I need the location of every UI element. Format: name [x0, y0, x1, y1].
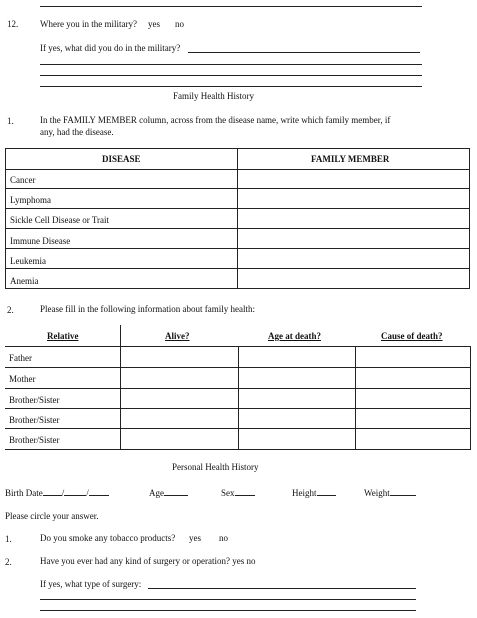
disease-row-label: Immune Disease [10, 236, 71, 246]
relative-row-label: Mother [9, 374, 36, 384]
relative-row-label: Brother/Sister [9, 395, 60, 405]
relative-row-label: Brother/Sister [9, 435, 60, 445]
surgery-followup-label: If yes, what type of surgery: [40, 579, 142, 589]
disease-row-label: Cancer [10, 175, 36, 185]
surgery-answer-line-2[interactable] [40, 599, 416, 600]
family-member-cell[interactable] [238, 269, 469, 288]
cause-of-death-column-header: Cause of death? [381, 331, 443, 341]
q12-answer-line-4[interactable] [40, 86, 422, 87]
disease-row-label: Leukemia [10, 256, 46, 266]
weight-field[interactable] [364, 487, 416, 498]
top-rule [40, 6, 422, 7]
sex-field[interactable] [221, 487, 255, 498]
height-blank[interactable] [317, 487, 336, 496]
age-column-divider [355, 346, 356, 450]
disease-row-label: Lymphoma [10, 195, 51, 205]
family-member-cell[interactable] [238, 249, 469, 268]
relative-row-label: Brother/Sister [9, 415, 60, 425]
birth-day-blank[interactable] [64, 487, 86, 496]
table2-row-rule [5, 367, 471, 368]
family-q2-text: Please fill in the following information about family health: [40, 304, 255, 314]
disease-table [5, 148, 470, 289]
birth-month-blank[interactable] [43, 487, 62, 496]
table2-row-rule [5, 408, 471, 409]
q12-answer-line-2[interactable] [40, 64, 422, 65]
personal-history-heading: Personal Health History [172, 462, 259, 472]
q12-yes-option[interactable]: yes [148, 19, 160, 29]
age-blank[interactable] [164, 487, 188, 496]
table2-row-rule [5, 388, 471, 389]
family-q1-number: 1. [7, 116, 14, 126]
height-label: Height [292, 488, 317, 498]
relative-column-header: Relative [47, 331, 79, 341]
age-at-death-column-header: Age at death? [268, 331, 321, 341]
family-member-column-header: FAMILY MEMBER [311, 154, 390, 164]
q12-no-option[interactable]: no [175, 19, 184, 29]
family-q1-text-line2: any, had the disease. [40, 127, 114, 137]
family-q1-text-line1: In the FAMILY MEMBER column, across from the disease name, write which family member, if [40, 115, 391, 125]
personal-q1-text: Do you smoke any tobacco products? [40, 533, 176, 543]
personal-q1-number: 1. [5, 534, 12, 544]
birth-date-field[interactable]: Birth Date / / [5, 487, 109, 498]
age-field[interactable] [149, 487, 188, 498]
weight-blank[interactable] [390, 487, 416, 496]
surgery-answer-line-3[interactable] [40, 610, 416, 611]
sex-label: Sex [221, 488, 235, 498]
disease-row-label: Anemia [10, 276, 39, 286]
q12-question: Where you in the military? [40, 19, 137, 29]
smoke-no-option[interactable]: no [219, 533, 228, 543]
smoke-yes-option[interactable]: yes [189, 533, 201, 543]
surgery-answer-line[interactable] [148, 588, 416, 589]
table2-header-rule [5, 346, 471, 347]
alive-column-header: Alive? [165, 331, 190, 341]
age-label: Age [149, 488, 164, 498]
disease-row-label: Sickle Cell Disease or Trait [10, 215, 109, 225]
relative-row-label: Father [9, 353, 32, 363]
weight-label: Weight [364, 488, 390, 498]
table2-bottom-rule [5, 449, 471, 450]
circle-instruction: Please circle your answer. [5, 511, 99, 521]
birth-year-blank[interactable] [89, 487, 109, 496]
family-q2-number: 2. [7, 305, 14, 315]
table2-right-border [470, 346, 471, 450]
family-member-cell[interactable] [238, 170, 469, 188]
birth-date-label: Birth Date [5, 488, 43, 498]
height-field[interactable] [292, 487, 336, 498]
family-history-heading: Family Health History [173, 91, 254, 101]
sex-blank[interactable] [235, 487, 255, 496]
family-member-cell[interactable] [238, 189, 469, 208]
personal-q2-number: 2. [5, 557, 12, 567]
disease-column-header: DISEASE [102, 154, 141, 164]
q12-answer-line[interactable] [188, 52, 420, 53]
q12-followup-label: If yes, what did you do in the military? [40, 43, 181, 53]
family-member-cell[interactable] [238, 229, 469, 248]
family-member-cell[interactable] [238, 209, 469, 228]
table2-row-rule [5, 428, 471, 429]
q12-answer-line-3[interactable] [40, 75, 422, 76]
personal-q2-text: Have you ever had any kind of surgery or operation? yes no [40, 556, 256, 566]
alive-column-divider [238, 346, 239, 450]
q12-number: 12. [7, 19, 19, 29]
